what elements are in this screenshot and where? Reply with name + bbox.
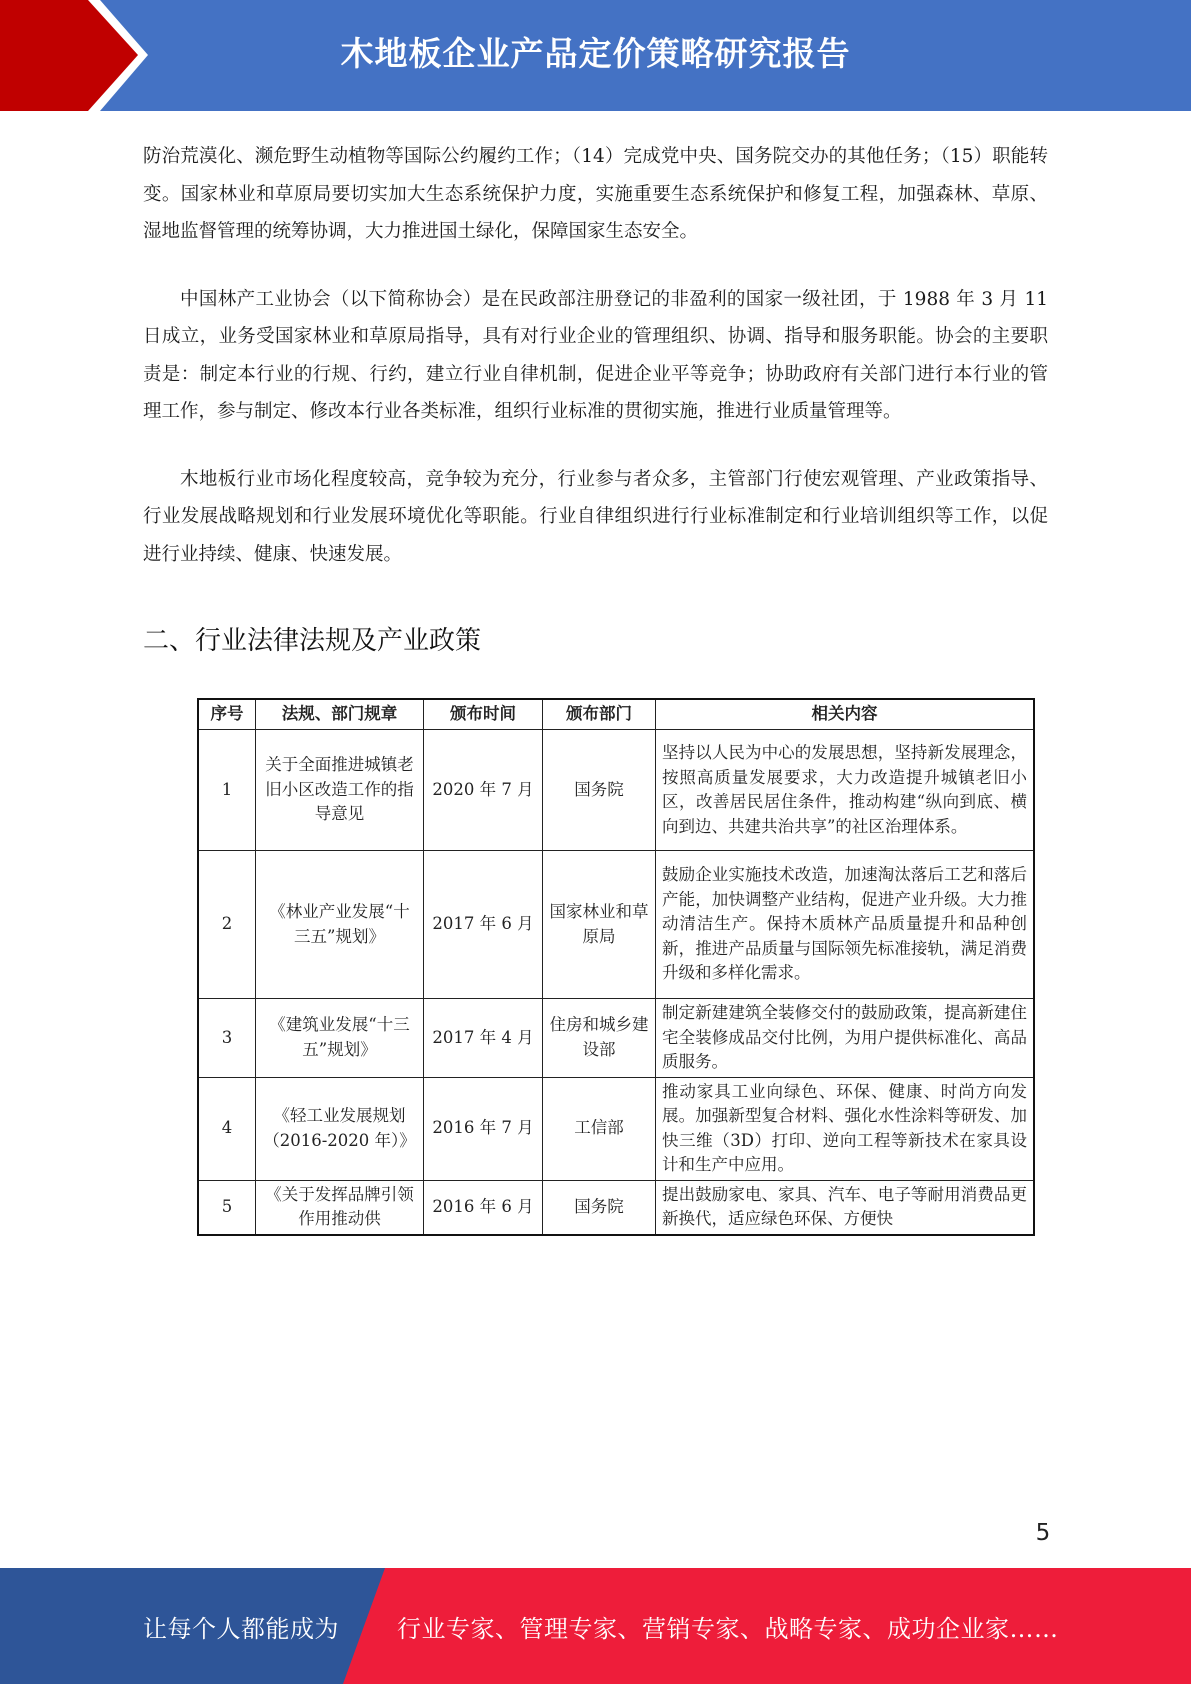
table-row [198, 1077, 1034, 1180]
table-cell-number: 5 [198, 1180, 256, 1235]
paragraph: 中国林产工业协会（以下简称协会）是在民政部注册登记的非盈利的国家一级社团，于 1988 年 3 月 11 日成立，业务受国家林业和草原局指导，具有对行业企业的管理组织、协调、指导和服务职能。协会的主要职责是：制定本行业的行规、行约，建立行业自律机制，促进企业平等竞争；协助政府有关部门进行本行业的管理工作，参与制定、修改本行业各类标准，组织行业标准的贯彻实施，推进行业质量管理等。 [143, 288, 1048, 422]
column-header: 序号 [198, 699, 256, 730]
table-cell-number: 3 [198, 999, 256, 1078]
table-row [198, 851, 1034, 999]
table-cell-department: 住房和城乡建设部 [543, 999, 656, 1078]
table-cell-regulation: 《林业产业发展“十三五”规划》 [256, 851, 424, 999]
table-cell-number: 1 [198, 730, 256, 851]
table-cell-department: 工信部 [543, 1077, 656, 1180]
column-header: 相关内容 [656, 699, 1035, 730]
table-cell-date: 2016 年 6 月 [424, 1180, 543, 1235]
report-title: 木地板企业产品定价策略研究报告 [340, 34, 851, 73]
page-number: 5 [1035, 1520, 1051, 1546]
table-cell-regulation: 《关于发挥品牌引领作用推动供 [256, 1180, 424, 1235]
policy-table [197, 698, 1035, 1236]
table-cell-date: 2016 年 7 月 [424, 1077, 543, 1180]
table-cell-date: 2020 年 7 月 [424, 730, 543, 851]
table-cell-department: 国务院 [543, 1180, 656, 1235]
table-cell-content: 制定新建建筑全装修交付的鼓励政策，提高新建住宅全装修成品交付比例，为用户提供标准化、高品质服务。 [656, 999, 1035, 1078]
footer-slogan-right: 行业专家、管理专家、营销专家、战略专家、成功企业家…… [397, 1615, 1059, 1643]
table-cell-number: 4 [198, 1077, 256, 1180]
table-cell-regulation: 《轻工业发展规划（2016-2020 年）》 [256, 1077, 424, 1180]
page-footer [0, 1568, 1191, 1684]
table-cell-content: 鼓励企业实施技术改造，加速淘汰落后工艺和落后产能，加快调整产业结构，促进产业升级。大力推动清洁生产。保持木质林产品质量提升和品种创新，推进产品质量与国际领先标准接轨，满足消费升级和多样化需求。 [656, 851, 1035, 999]
footer-slogan-left: 让每个人都能成为 [143, 1615, 339, 1643]
paragraph: 防治荒漠化、濒危野生动植物等国际公约履约工作；（14）完成党中央、国务院交办的其他任务；（15）职能转变。国家林业和草原局要切实加大生态系统保护力度，实施重要生态系统保护和修复工程，加强森林、草原、湿地监督管理的统筹协调，大力推进国土绿化，保障国家生态安全。 [143, 146, 1048, 242]
table-row [198, 999, 1034, 1078]
table-cell-content: 坚持以人民为中心的发展思想，坚持新发展理念，按照高质量发展要求，大力改造提升城镇老旧小区，改善居民居住条件，推动构建“纵向到底、横向到边、共建共治共享”的社区治理体系。 [656, 730, 1035, 851]
table-cell-date: 2017 年 6 月 [424, 851, 543, 999]
table-cell-date: 2017 年 4 月 [424, 999, 543, 1078]
table-cell-content: 提出鼓励家电、家具、汽车、电子等耐用消费品更新换代，适应绿色环保、方便快 [656, 1180, 1035, 1235]
column-header: 颁布时间 [424, 699, 543, 730]
table-cell-department: 国务院 [543, 730, 656, 851]
body-text [143, 138, 1048, 603]
section-heading: 二、行业法律法规及产业政策 [143, 626, 482, 656]
column-header: 颁布部门 [543, 699, 656, 730]
table-cell-regulation: 关于全面推进城镇老旧小区改造工作的指导意见 [256, 730, 424, 851]
table-cell-number: 2 [198, 851, 256, 999]
table-header-row [198, 699, 1034, 730]
column-header: 法规、部门规章 [256, 699, 424, 730]
table-row [198, 1180, 1034, 1235]
paragraph: 木地板行业市场化程度较高，竞争较为充分，行业参与者众多，主管部门行使宏观管理、产业政策指导、行业发展战略规划和行业发展环境优化等职能。行业自律组织进行行业标准制定和行业培训组织等工作，以促进行业持续、健康、快速发展。 [143, 468, 1048, 565]
table-cell-department: 国家林业和草原局 [543, 851, 656, 999]
page-header [0, 0, 1191, 111]
table-row [198, 730, 1034, 851]
table-cell-regulation: 《建筑业发展“十三五”规划》 [256, 999, 424, 1078]
table-cell-content: 推动家具工业向绿色、环保、健康、时尚方向发展。加强新型复合材料、强化水性涂料等研发、加快三维（3D）打印、逆向工程等新技术在家具设计和生产中应用。 [656, 1077, 1035, 1180]
